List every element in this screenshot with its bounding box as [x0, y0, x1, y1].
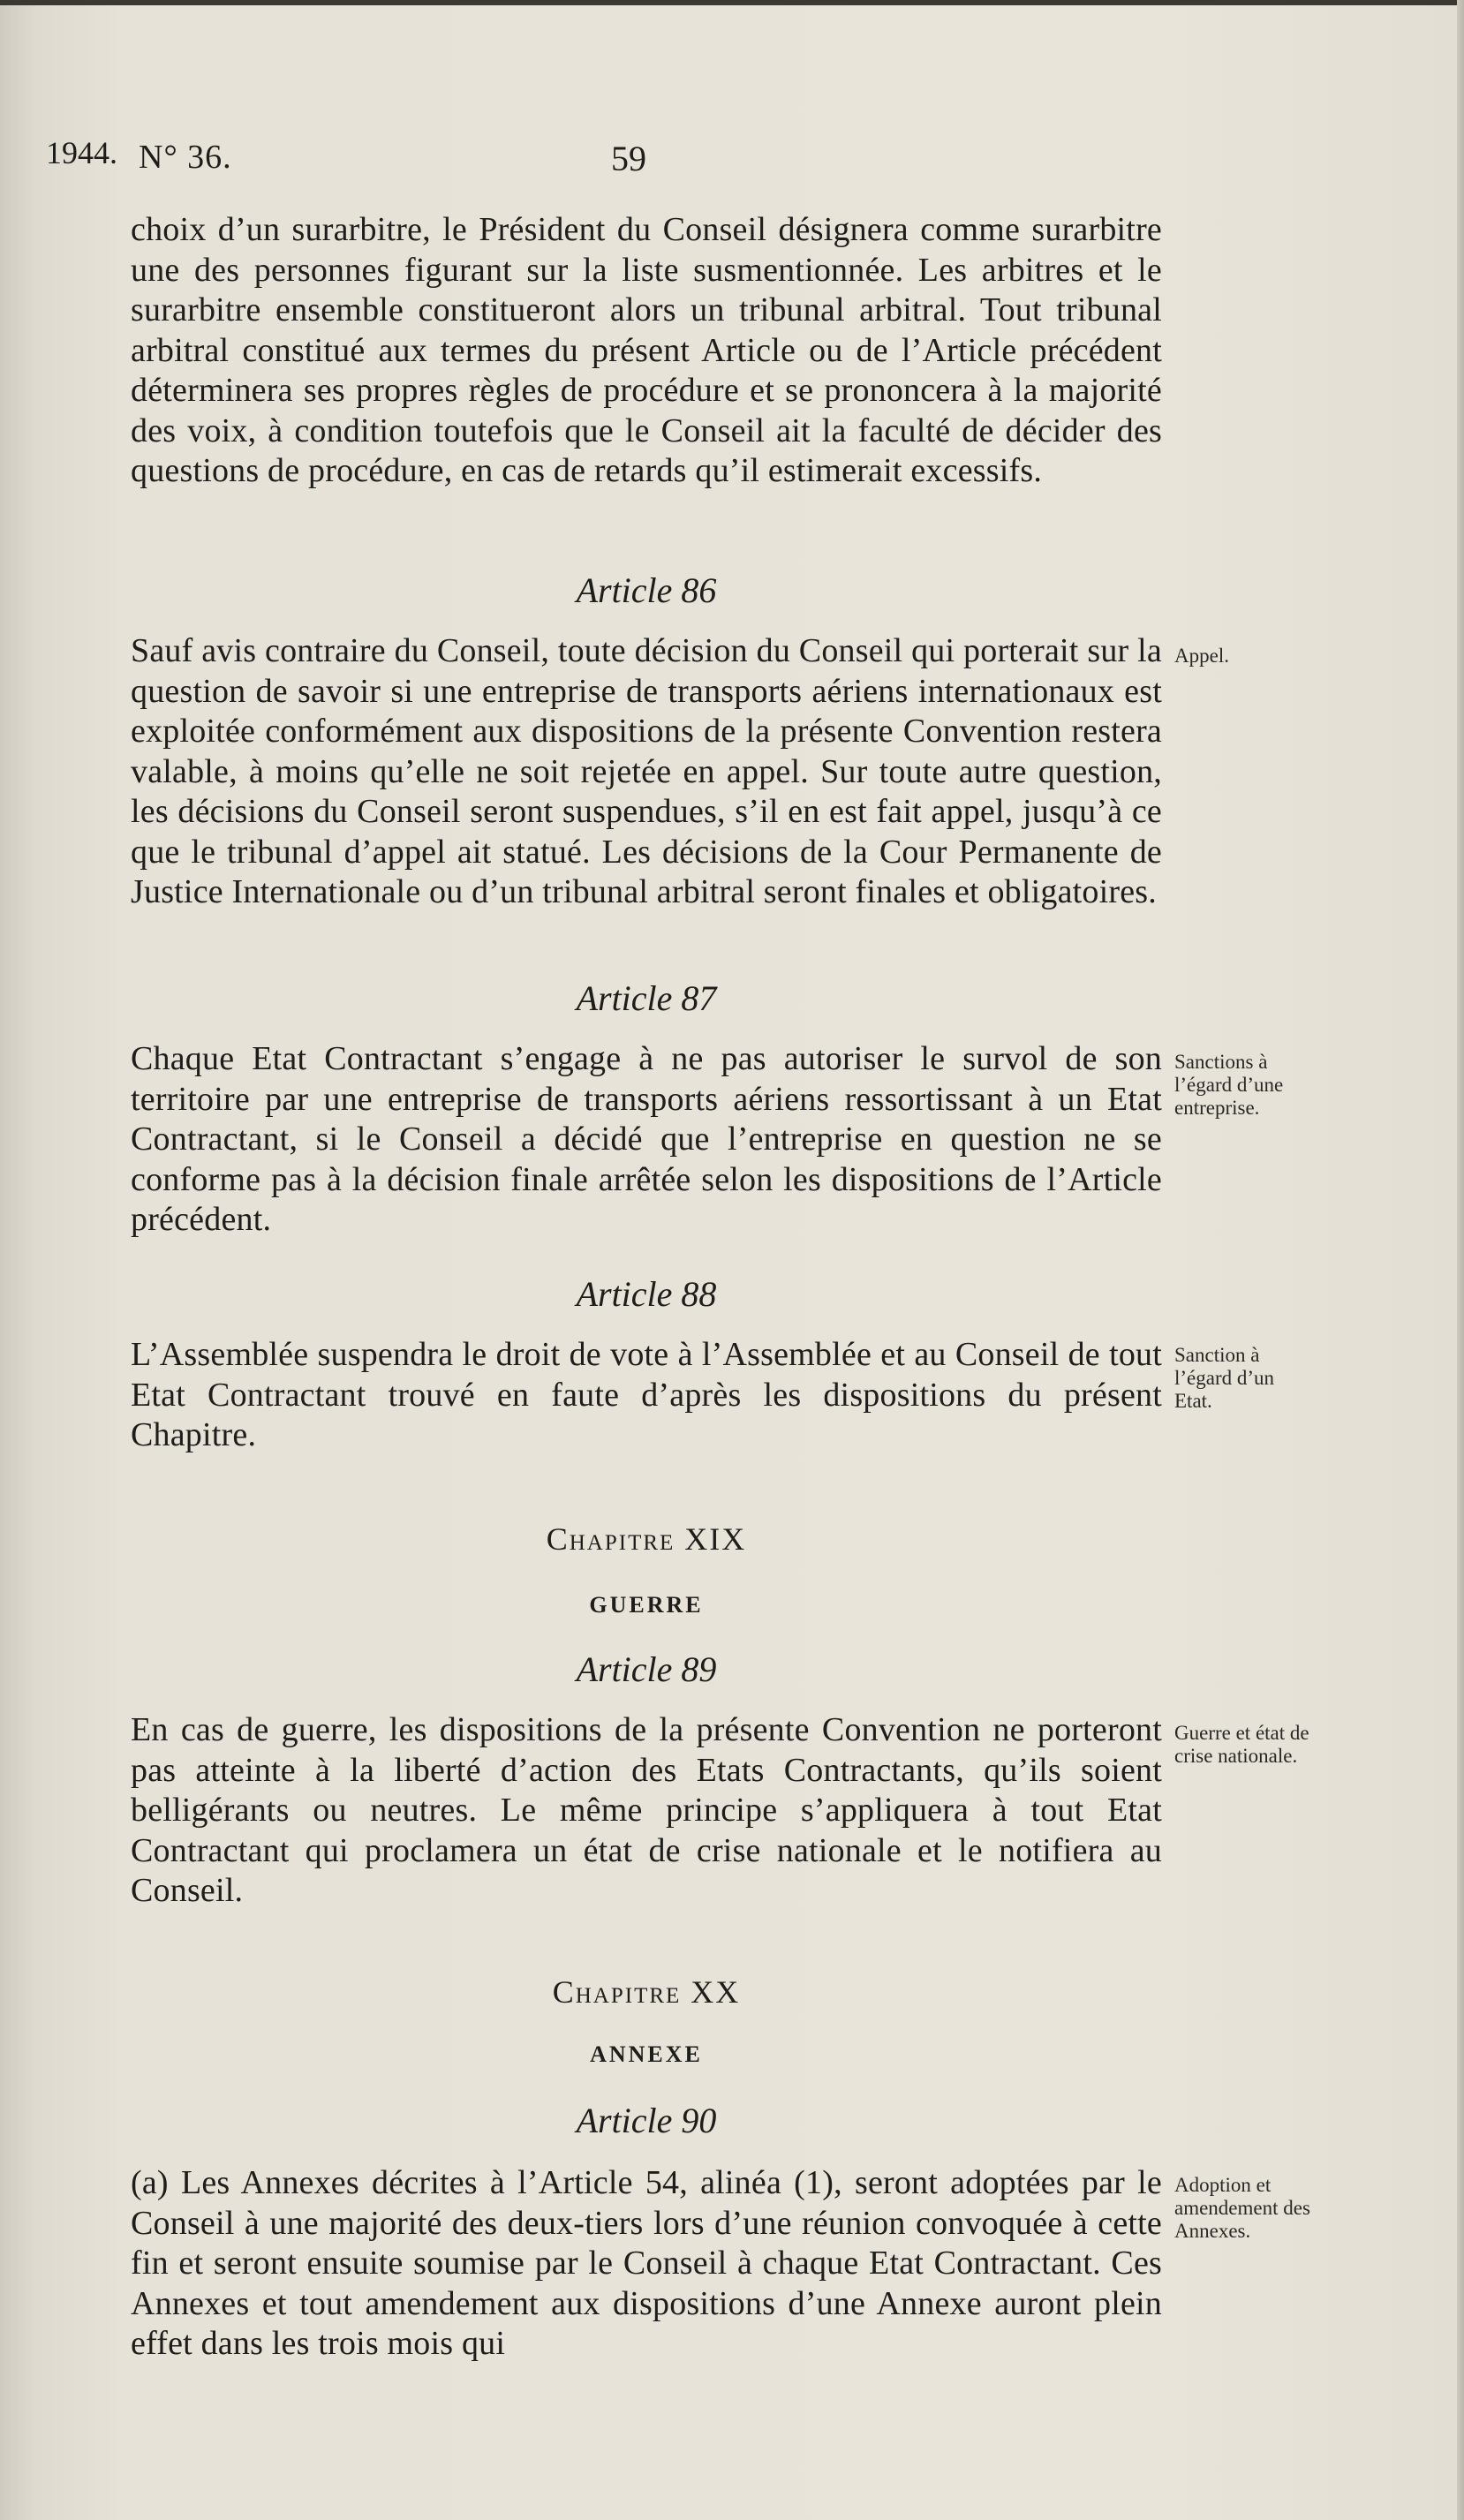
chapter-20-heading — [0, 1973, 1162, 2011]
article-88-text: L’Assemblée suspendra le droit de vote à l’Assemblée et au Conseil de tout Etat Contractant trouvé en faute d’après les dispositions du présent Chapitre. — [131, 1336, 1162, 1453]
chapter-20-subtitle: ANNEXE — [590, 2041, 703, 2067]
article-90-heading: Article 90 — [576, 2101, 717, 2140]
chapter-19-title: Chapitre XIX — [546, 1521, 747, 1557]
running-head — [46, 132, 1158, 185]
article-87-heading: Article 87 — [576, 978, 717, 1018]
article-89-heading: Article 89 — [576, 1649, 717, 1689]
page-top-edge — [0, 0, 1464, 5]
header-year: 1944. — [46, 135, 117, 170]
article-90-text: (a) Les Annexes décrites à l’Article 54, alinéa (1), seront adoptées par le Conseil à une majorité des deux-tiers lors d’une réunion convoquée à cette fin et seront ensuite soumise par le Conseil à chaque Etat Contractant. Ces Annexes et tout amendement aux dispositions d’une Annexe auront plein effet dans les trois mois qui — [131, 2164, 1162, 2362]
page-right-edge — [1457, 0, 1464, 2520]
chapter-19-subtitle: GUERRE — [589, 1592, 704, 1618]
article-87-text: Chaque Etat Contractant s’engage à ne pas autoriser le survol de son territoire par une entreprise de transports aériens ressortissant à un Etat Contractant, si le Conseil a décidé que l’entreprise en question ne se conforme pas à la décision finale arrêtée selon les dispositions de l’Article précédent. — [131, 1040, 1162, 1238]
article-86-heading: Article 86 — [576, 570, 717, 610]
article-88-margin-note: Sanction à l’égard d’un Etat. — [1174, 1344, 1275, 1412]
paragraph-continued: choix d’un surarbitre, le Président du Conseil désignera comme surarbitre une des personnes figurant sur la liste susmentionnée. Les arbitres et le surarbitre ensemble constitueront alors un tribunal arbitral. Tout tribunal arbitral constitué aux termes du présent Article ou de l’Article précédent déterminera ses propres règles de procédure et se prononcera à la majorité des voix, à condition toutefois que le Conseil ait la faculté de décider des questions de procédure, en cas de retards qu’il estimerait excessifs. — [131, 211, 1162, 489]
article-86-margin-note: Appel. — [1174, 645, 1229, 667]
article-89-margin-note: Guerre et état de crise nationale. — [1174, 1722, 1309, 1767]
article-86-text: Sauf avis contraire du Conseil, toute décision du Conseil qui porterait sur la question de savoir si une entreprise de transports aériens internationaux est exploitée conformément aux dispositions de la présente Convention restera valable, à moins qu’elle ne soit rejetée en appel. Sur toute autre question, les décisions du Conseil seront suspendues, s’il en est fait appel, jusqu’à ce que le tribunal d’appel ait statué. Les décisions de la Cour Permanente de Justice Internationale ou d’un tribunal arbitral seront finales et obligatoires. — [131, 632, 1162, 910]
article-87-margin-note: Sanctions à l’égard d’une entreprise. — [1174, 1051, 1284, 1119]
article-89-text: En cas de guerre, les dispositions de la présente Convention ne porteront pas atteinte à la liberté d’action des Etats Contractants, qu’ils soient belligérants ou neutres. Le même principe s’appliquera à tout Etat Contractant qui proclamera un état de crise nationale et le notifiera au Conseil. — [131, 1711, 1162, 1909]
header-number: N° 36. — [139, 139, 232, 176]
article-90-margin-note: Adoption et amendement des Annexes. — [1174, 2174, 1310, 2242]
chapter-20-title: Chapitre XX — [552, 1974, 741, 2010]
chapter-19-heading — [0, 1520, 1162, 1558]
page-number: 59 — [611, 139, 646, 178]
article-88-heading: Article 88 — [576, 1274, 717, 1314]
